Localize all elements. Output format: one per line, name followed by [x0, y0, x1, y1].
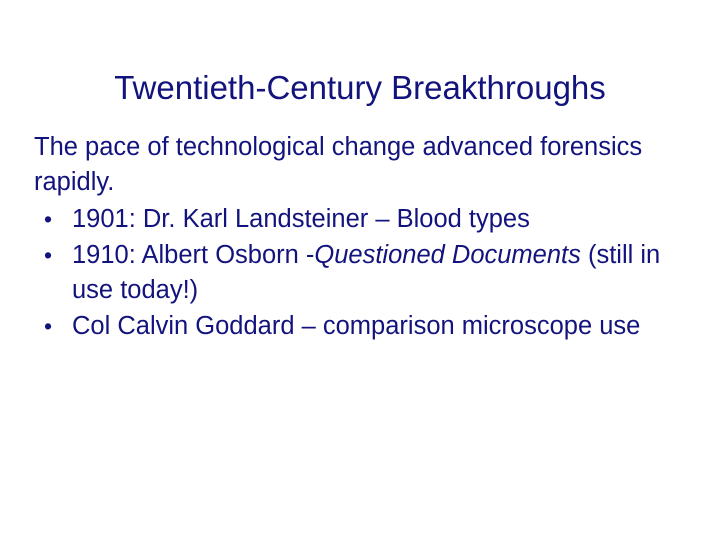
list-item-text-tail: (still in use today!): [72, 241, 661, 304]
bullet-list: [34, 202, 692, 344]
list-item-text: 1901: Dr. Karl Landsteiner – Blood types: [72, 205, 530, 233]
body-lead-text: The pace of technological change advanced forensics rapidly.: [34, 133, 643, 196]
slide-body: [34, 130, 692, 345]
list-item: [34, 202, 692, 237]
list-item: [34, 309, 692, 344]
page-title: Twentieth-Century Breakthroughs: [114, 69, 606, 107]
list-item-text: Col Calvin Goddard – comparison microscope use: [72, 312, 641, 340]
list-item-text: 1910: Albert Osborn -: [72, 241, 315, 269]
list-item: [34, 238, 692, 308]
list-item-emphasis: Questioned Documents: [314, 241, 581, 269]
